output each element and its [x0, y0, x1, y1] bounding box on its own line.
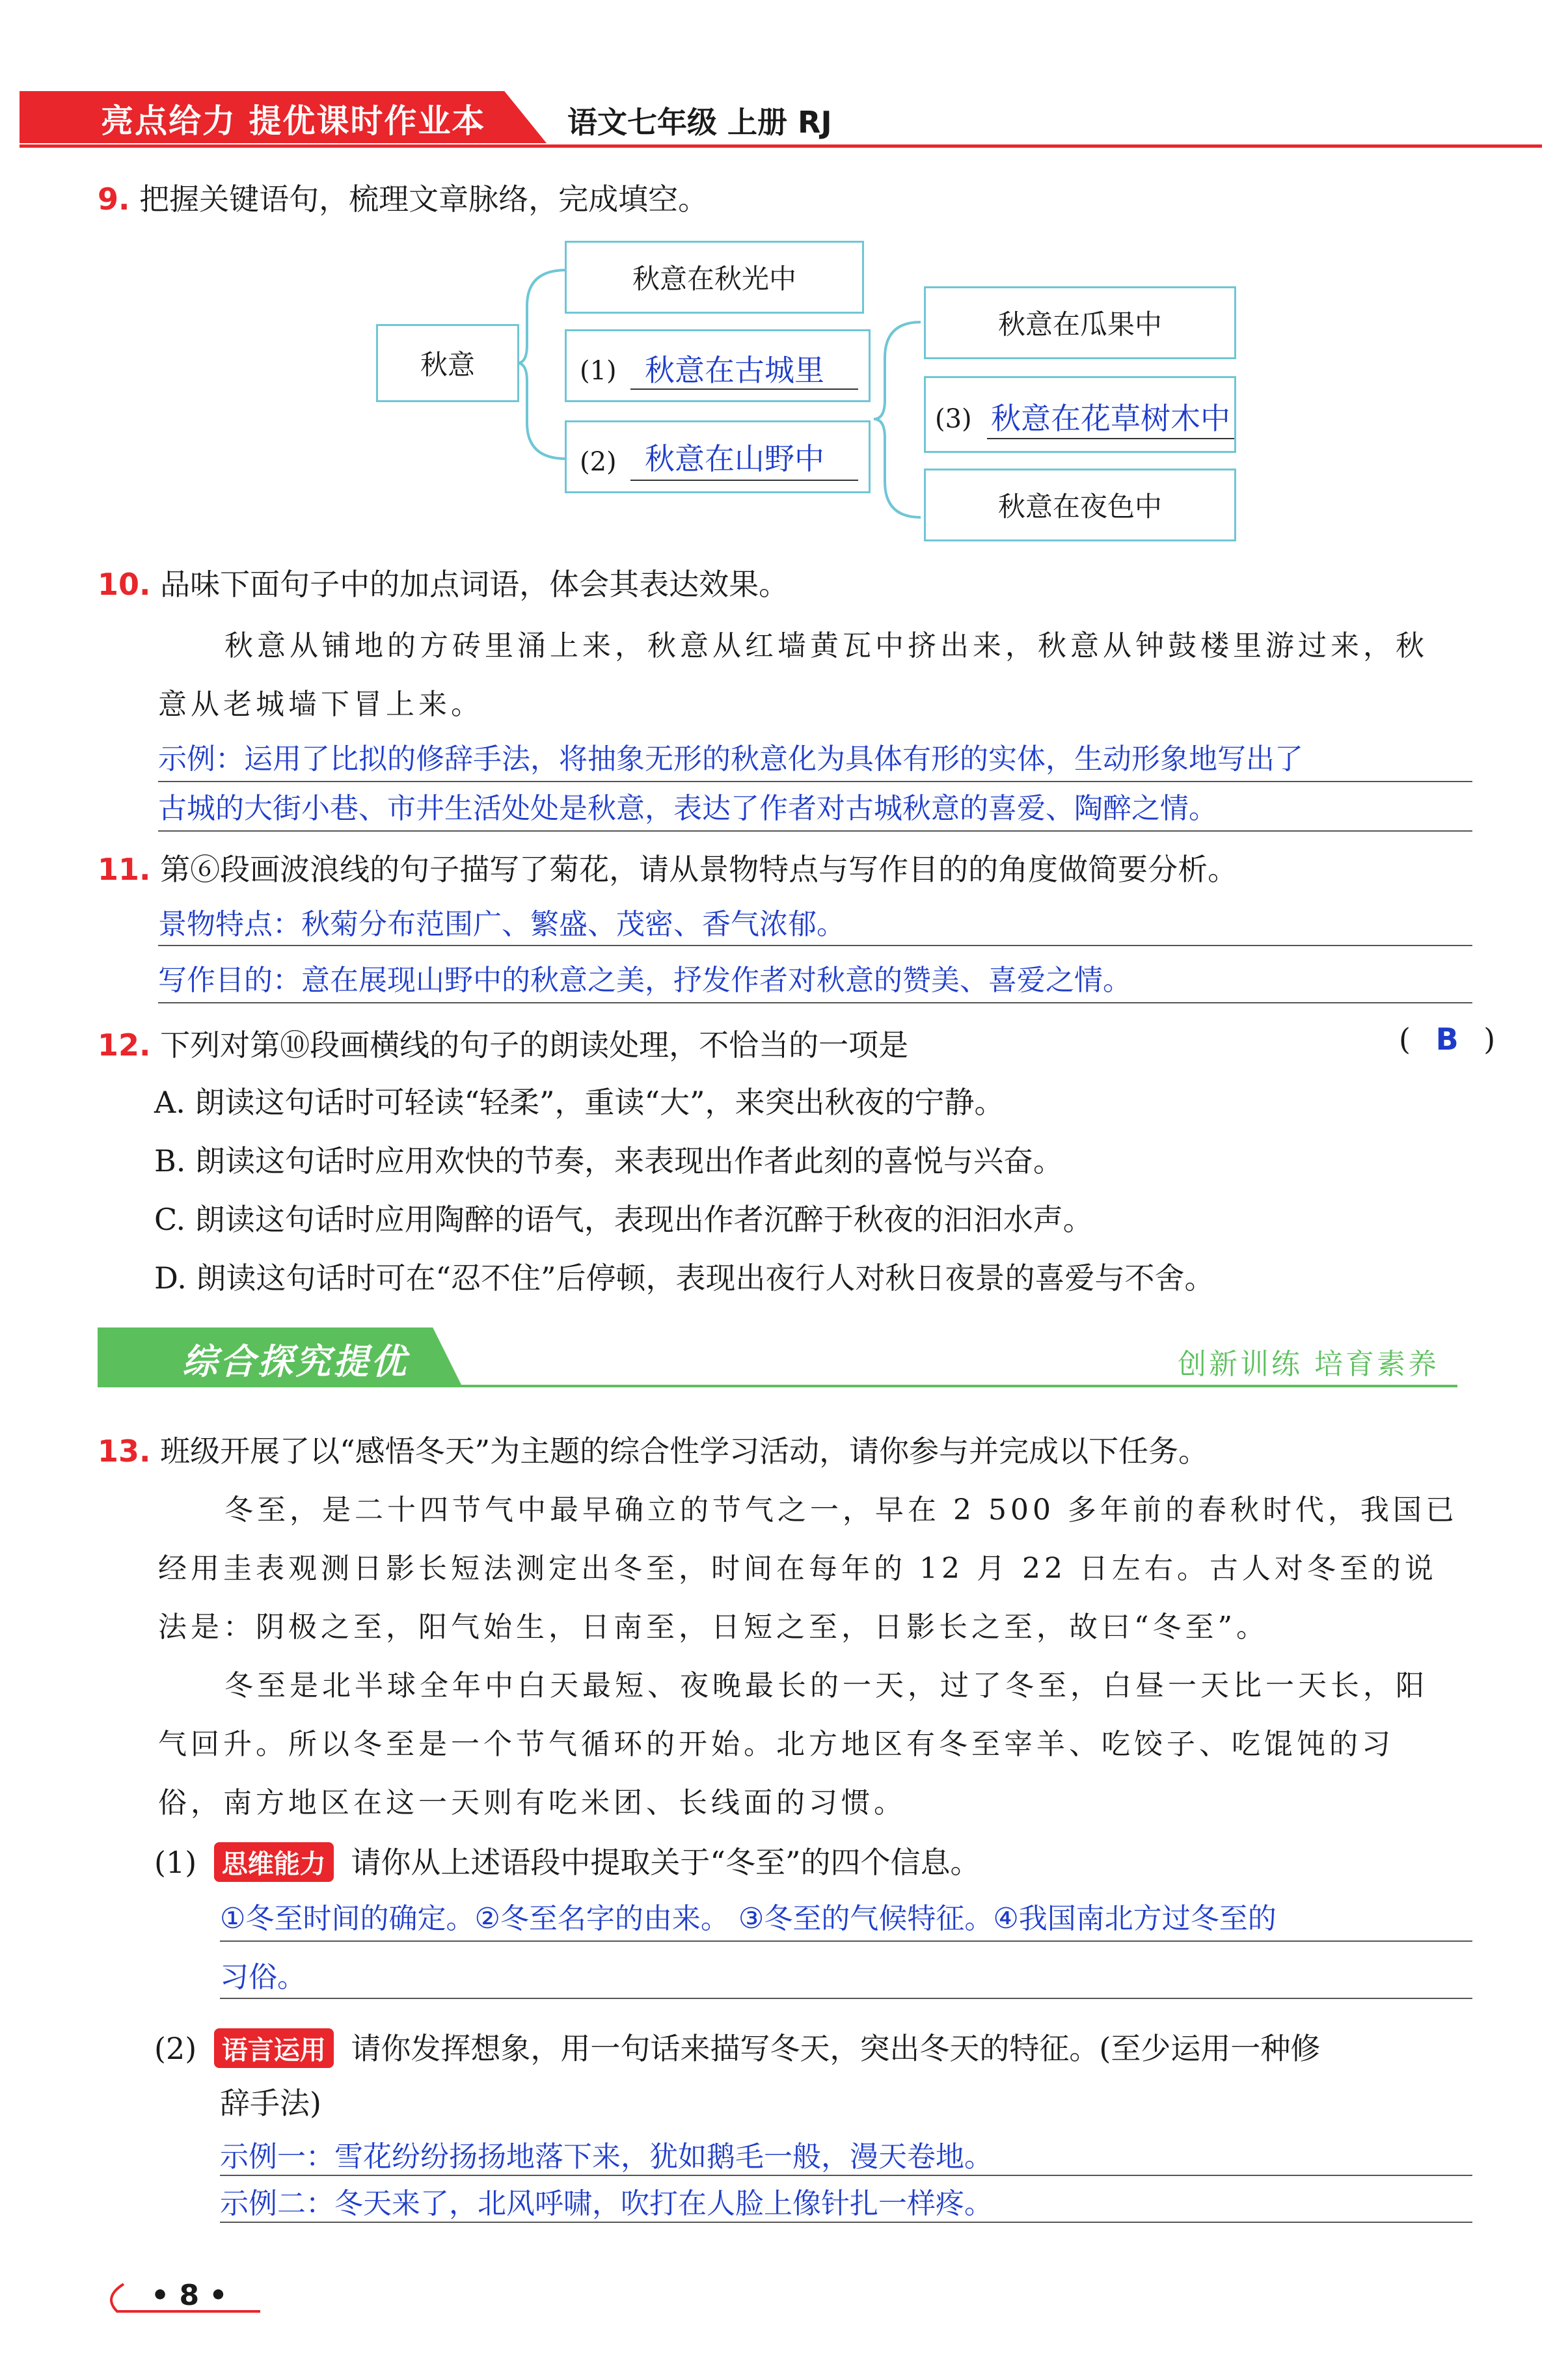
question-10 [98, 561, 789, 604]
passage-para2-line2: 气回升。所以冬至是一个节气循环的开始。北方地区有冬至宰羊、吃饺子、吃馄饨的习 [158, 1728, 1394, 1761]
diagram-box-fruit: 秋意在瓜果中 [924, 286, 1236, 359]
blank-label: (1) [580, 356, 617, 386]
subquestion-label: (1) [154, 1845, 197, 1880]
question-12 [98, 1022, 908, 1065]
choice-answer: B [1435, 1022, 1459, 1057]
section-divider [98, 1385, 1457, 1387]
question-prompt: 班级开展了以“感悟冬天”为主题的综合性学习活动，请你参与并完成以下任务。 [160, 1434, 1209, 1469]
blank-label: (3) [935, 404, 972, 434]
diagram-box-autumn-light: 秋意在秋光中 [565, 241, 864, 314]
question-13 [98, 1428, 1208, 1471]
question-number: 10. [98, 567, 151, 602]
passage-para1-line1: 冬至，是二十四节气中最早确立的节气之一，早在 2 500 多年前的春秋时代，我国已 [224, 1493, 1458, 1527]
question-number: 12. [98, 1027, 151, 1063]
quote-line-2: 意从老城墙下冒上来。 [158, 688, 483, 721]
passage-para1-line3: 法是：阴极之至，阳气始生，日南至，日短之至，日影长之至，故曰“冬至”。 [158, 1611, 1269, 1644]
subquestion-1 [154, 1839, 980, 1882]
sub1-answer-line-1: ①冬至时间的确定。②冬至名字的由来。 ③冬至的气候特征。④我国南北方过冬至的 [220, 1902, 1277, 1935]
diagram-blank-2 [565, 420, 871, 493]
question-prompt: 把握关键语句，梳理文章脉络，完成填空。 [139, 182, 709, 217]
section-slogan: 创新训练 培育素养 [1178, 1348, 1439, 1381]
header-title: 亮点给力 提优课时作业本 [101, 102, 486, 140]
diagram-box-night: 秋意在夜色中 [924, 469, 1236, 541]
skill-tag-thinking: 思维能力 [214, 1842, 334, 1882]
subquestion-prompt: 请你发挥想象，用一句话来描写冬天，突出冬天的特征。(至少运用一种修 [351, 2031, 1321, 2066]
sub2-example-1: 示例一：雪花纷纷扬扬地落下来，犹如鹅毛一般，漫天卷地。 [220, 2140, 993, 2173]
answer-rule [220, 2222, 1472, 2223]
question-number: 13. [98, 1434, 151, 1469]
blank-answer: 秋意在花草树木中 [991, 401, 1230, 436]
blank-answer: 秋意在古城里 [645, 353, 824, 388]
sub1-answer-line-2: 习俗。 [220, 1961, 306, 1994]
question-prompt: 品味下面句子中的加点词语，体会其表达效果。 [160, 567, 789, 602]
option-c: C. 朗读这句话时应用陶醉的语气，表现出作者沉醉于秋夜的汩汩水声。 [154, 1202, 1093, 1237]
answer-rule [220, 1940, 1472, 1942]
blank-label: (2) [580, 447, 617, 477]
option-d: D. 朗读这句话时可在“忍不住”后停顿，表现出夜行人对秋日夜景的喜爱与不舍。 [154, 1260, 1215, 1296]
question-11 [98, 846, 1237, 889]
diagram-root-box: 秋意 [376, 324, 519, 402]
answer-rule [158, 830, 1472, 832]
bracket-close: ) [1483, 1022, 1496, 1057]
left-brace [514, 267, 573, 462]
question-number: 11. [98, 852, 151, 887]
diagram-blank-3 [924, 376, 1236, 453]
blank-answer: 秋意在山野中 [645, 441, 824, 476]
question-prompt: 下列对第⑩段画横线的句子的朗读处理，不恰当的一项是 [160, 1027, 909, 1063]
passage-para1-line2: 经用圭表观测日影长短法测定出冬至，时间在每年的 12 月 22 日左右。古人对冬至的说 [158, 1552, 1437, 1585]
option-b: B. 朗读这句话时应用欢快的节奏，来表现出作者此刻的喜悦与兴奋。 [154, 1143, 1064, 1178]
page-number: • 8 • [151, 2279, 228, 2312]
passage-para2-line3: 俗，南方地区在这一天则有吃米团、长线面的习惯。 [158, 1786, 906, 1819]
question-9 [98, 176, 708, 219]
answer-underline [630, 388, 858, 390]
answer-rule [158, 1002, 1472, 1003]
answer-purpose: 写作目的：意在展现山野中的秋意之美，抒发作者对秋意的赞美、喜爱之情。 [158, 964, 1131, 997]
answer-rule [220, 1998, 1472, 1999]
subquestion-2 [154, 2025, 1320, 2068]
option-a: A. 朗读这句话时可轻读“轻柔”，重读“大”，来突出秋夜的宁静。 [154, 1085, 1005, 1120]
subquestion-2-prompt-cont: 辞手法) [220, 2086, 321, 2121]
skill-tag-language: 语言运用 [214, 2028, 334, 2068]
question-prompt: 第⑥段画波浪线的句子描写了菊花，请从景物特点与写作目的的角度做简要分析。 [160, 852, 1238, 887]
header-divider [20, 144, 1542, 148]
subquestion-prompt: 请你从上述语段中提取关于“冬至”的四个信息。 [351, 1845, 980, 1880]
answer-bracket [1399, 1022, 1495, 1057]
sub2-example-2: 示例二：冬天来了，北风呼啸，吹打在人脸上像针扎一样疼。 [220, 2187, 993, 2220]
answer-feature: 景物特点：秋菊分布范围广、繁盛、茂密、香气浓郁。 [158, 908, 845, 941]
answer-rule [158, 781, 1472, 782]
question-number: 9. [98, 182, 130, 217]
answer-line-2: 古城的大街小巷、市井生活处处是秋意，表达了作者对古城秋意的喜爱、陶醉之情。 [158, 792, 1217, 825]
diagram-blank-1 [565, 329, 871, 402]
subquestion-label: (2) [154, 2031, 197, 2066]
answer-underline [630, 480, 858, 481]
answer-rule [220, 2175, 1472, 2176]
right-brace [869, 312, 927, 527]
header-subject: 语文七年级 上册 RJ [567, 105, 832, 140]
passage-para2-line1: 冬至是北半球全年中白天最短、夜晚最长的一天，过了冬至，白昼一天比一天长，阳 [224, 1669, 1428, 1702]
bracket-open: ( [1399, 1022, 1411, 1057]
answer-line-1: 示例：运用了比拟的修辞手法，将抽象无形的秋意化为具体有形的实体，生动形象地写出了 [158, 742, 1303, 776]
answer-rule [158, 945, 1472, 946]
section-title: 综合探究提优 [182, 1341, 409, 1382]
quote-line-1: 秋意从铺地的方砖里涌上来，秋意从红墙黄瓦中挤出来，秋意从钟鼓楼里游过来，秋 [224, 629, 1428, 662]
answer-underline [987, 438, 1234, 439]
